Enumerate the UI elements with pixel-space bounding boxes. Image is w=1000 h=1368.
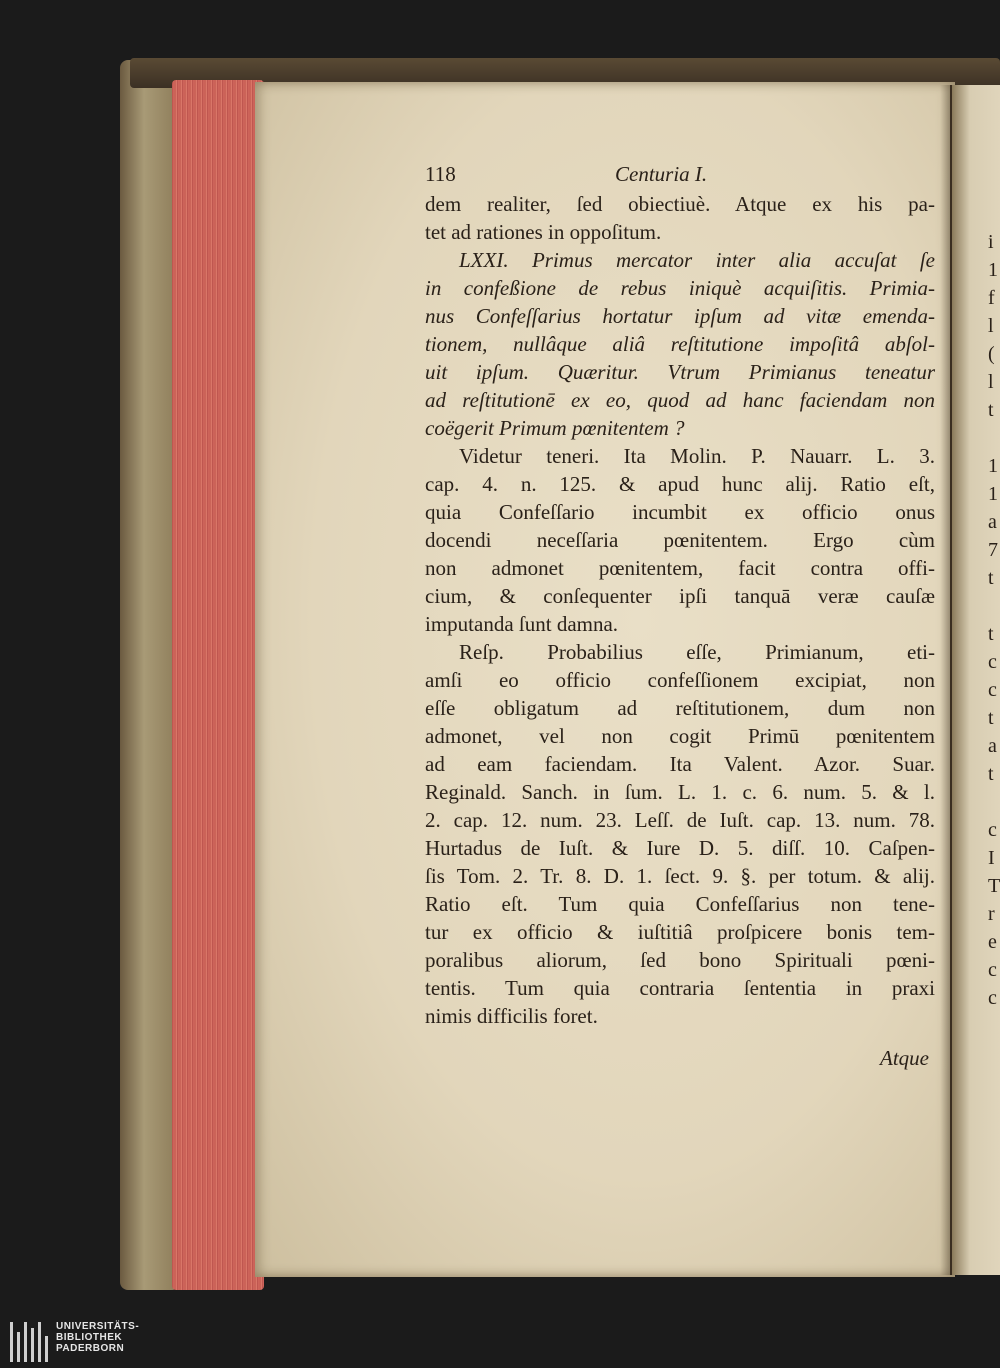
- text-line: eſſe obligatum ad reſtitutionem, dum non: [425, 696, 935, 720]
- text-line: Reſp. Probabilius eſſe, Primianum, eti-: [459, 640, 935, 664]
- text-line: tet ad rationes in oppoſitum.: [425, 220, 662, 244]
- footer-bar: [0, 1318, 1000, 1368]
- facing-page-letter: 1: [988, 483, 998, 505]
- text-line: Reginald. Sanch. in ſum. L. 1. c. 6. num. 5. & l.: [425, 780, 935, 804]
- facing-page-letter: 1: [988, 455, 998, 477]
- facing-page-letter: t: [988, 623, 994, 645]
- facing-page-letter: c: [988, 679, 997, 701]
- facing-page-letter: f: [988, 287, 995, 309]
- running-head: Centuria I.: [615, 162, 708, 186]
- facing-page-letter: [988, 592, 1000, 620]
- page-number: 118: [425, 162, 456, 186]
- text-line: non admonet pœnitentem, facit contra offi-: [425, 556, 935, 580]
- text-line: ſis Tom. 2. Tr. 8. D. 1. ſect. 9. §. per totum. & alij.: [425, 864, 935, 888]
- book-cover-spine: [120, 60, 180, 1290]
- page-header: [425, 160, 935, 188]
- text-line: Ratio eſt. Tum quia Confeſſarius non tene-: [425, 892, 935, 916]
- facing-page-letter: [988, 788, 1000, 816]
- text-line: dem realiter, ſed obiectiuè. Atque ex his pa-: [425, 192, 935, 216]
- text-line: cap. 4. n. 125. & apud hunc alij. Ratio eſt,: [425, 472, 935, 496]
- library-name-line2: BIBLIOTHEK: [56, 1332, 123, 1343]
- text-line: ad eam faciendam. Ita Valent. Azor. Suar.: [425, 752, 935, 776]
- text-line: imputanda ſunt damna.: [425, 612, 619, 636]
- text-line: 2. cap. 12. num. 23. Leſſ. de Iuſt. cap. 13. num. 78.: [425, 808, 935, 832]
- facing-page-letter: 1: [988, 259, 998, 281]
- facing-page-letter: a: [988, 735, 997, 757]
- text-line: nus Confeſſarius hortatur ipſum ad vitæ emenda-: [425, 304, 935, 328]
- facing-page-letter: t: [988, 399, 994, 421]
- facing-page-letter: t: [988, 763, 994, 785]
- facing-page-letter: l: [988, 315, 994, 337]
- page-text: [425, 160, 935, 1072]
- library-name-line1: UNIVERSITÄTS-: [56, 1321, 140, 1332]
- page-edges: [172, 80, 264, 1290]
- catchword: Atque: [880, 1046, 929, 1070]
- text-line: nimis difficilis foret.: [425, 1004, 598, 1028]
- facing-page-letter: t: [988, 707, 994, 729]
- facing-page-letter: a: [988, 511, 997, 533]
- facing-page-letter: (: [988, 343, 995, 365]
- text-line: Videtur teneri. Ita Molin. P. Nauarr. L. 3.: [459, 444, 935, 468]
- text-line: tur ex officio & iuſtitiâ proſpicere bonis tem-: [425, 920, 935, 944]
- text-line: docendi neceſſaria pœnitentem. Ergo cùm: [425, 528, 935, 552]
- library-logo-icon: [8, 1322, 52, 1364]
- text-line: tionem, nullâque aliâ reſtitutione impoſitâ abſol-: [425, 332, 935, 356]
- facing-page-letter: e: [988, 931, 997, 953]
- text-line: uit ipſum. Quæritur. Vtrum Primianus teneatur: [425, 360, 935, 384]
- text-line: LXXI. Primus mercator inter alia accuſat ſe: [459, 248, 935, 272]
- text-line: ad reſtitutionē ex eo, quod ad hanc faciendam non: [425, 388, 935, 412]
- facing-page-letter: l: [988, 371, 994, 393]
- text-line: Hurtadus de Iuſt. & Iure D. 5. diſſ. 10. Caſpen-: [425, 836, 935, 860]
- text-line: cium, & conſequenter ipſi tanquā veræ cauſæ: [425, 584, 935, 608]
- text-line: amſi eo officio confeſſionem excipiat, non: [425, 668, 935, 692]
- facing-page-letter: 7: [988, 539, 998, 561]
- facing-page-letter: [988, 424, 1000, 452]
- text-line: tentis. Tum quia contraria ſententia in praxi: [425, 976, 935, 1000]
- facing-page-letter: i: [988, 231, 994, 253]
- facing-page-letter: t: [988, 567, 994, 589]
- text-line: admonet, vel non cogit Primū pœnitentem: [425, 724, 935, 748]
- library-name: [56, 1321, 139, 1354]
- text-line: in confeßione de rebus iniquè acquiſitis. Primia-: [425, 276, 935, 300]
- facing-page-letter: c: [988, 651, 997, 673]
- facing-page-letter: T: [988, 875, 1000, 897]
- facing-page-letter: I: [988, 847, 995, 869]
- body-lines: [425, 190, 935, 1030]
- facing-page-letter: r: [988, 903, 995, 925]
- library-name-line3: PADERBORN: [56, 1343, 125, 1354]
- text-line: poralibus aliorum, ſed bono Spirituali pœni-: [425, 948, 935, 972]
- facing-page-letter: c: [988, 819, 997, 841]
- facing-page-letter: c: [988, 987, 997, 1009]
- text-line: coëgerit Primum pœnitentem ?: [425, 416, 685, 440]
- text-line: quia Confeſſario incumbit ex officio onus: [425, 500, 935, 524]
- facing-page-letters: [988, 228, 1000, 1012]
- facing-page-letter: c: [988, 959, 997, 981]
